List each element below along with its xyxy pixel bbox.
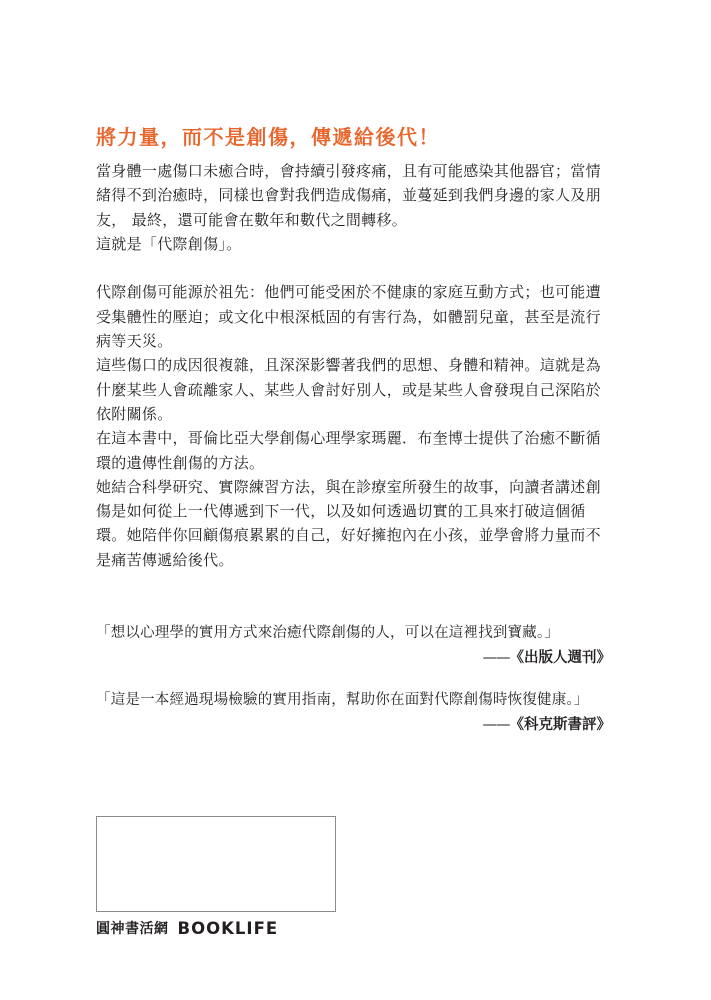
paragraph-gap [96, 256, 626, 280]
review-attribution [483, 713, 612, 734]
review-quote: 「這是一本經過現場檢驗的實用指南，幫助你在面對代際創傷時恢復健康。」 [96, 692, 589, 708]
body-line: 這就是「代際創傷」。 [96, 234, 242, 253]
review-source: 《出版人週刊》 [509, 650, 611, 666]
publisher-name: 圓神書活網 [96, 921, 169, 937]
body-line: 友， 最終，還可能會在數年和數代之間轉移。 [96, 210, 408, 229]
review-attribution [483, 646, 612, 667]
body-line: 當身體一處傷口未癒合時，會持續引發疼痛，且有可能感染其他器官；當情 [96, 162, 601, 180]
review-quote: 「想以心理學的實用方式來治癒代際創傷的人，可以在這裡找到寶藏。」 [96, 625, 560, 641]
body-line: 傷是如何從上一代傳遞到下一代，以及如何透過切實的工具來打破這個循 [96, 502, 586, 521]
review-source: 《科克斯書評》 [509, 717, 611, 733]
publisher-logo: BOOKLIFE [177, 918, 279, 938]
publisher-mark [96, 918, 278, 938]
attribution-dash: —— [482, 650, 510, 666]
body-line: 在這本書中，哥倫比亞大學創傷心理學家瑪麗．布奎博士提供了治癒不斷循 [96, 429, 601, 448]
body-line: 病等天災。 [96, 332, 173, 351]
body-line: 環的遺傳性創傷的方法。 [96, 453, 265, 472]
body-line: 是痛苦傳遞給後代。 [96, 550, 234, 569]
body-line: 代際創傷可能源於祖先：他們可能受困於不健康的家庭互動方式；也可能遭 [96, 283, 601, 302]
body-line: 什麼某些人會疏離家人、某些人會討好別人，或是某些人會發現自己深陷於 [96, 380, 601, 399]
attribution-dash: —— [482, 717, 510, 733]
body-line: 她結合科學研究、實際練習方法，與在診療室所發生的故事，向讀者講述創 [96, 477, 601, 496]
body-line: 依附關係。 [96, 404, 173, 423]
barcode-placeholder [96, 816, 336, 912]
headline: 將力量，而不是創傷，傳遞給後代！ [96, 125, 440, 149]
body-line: 受集體性的壓迫；或文化中根深柢固的有害行為，如體罰兒童，甚至是流行 [96, 307, 601, 326]
body-line: 緒得不到治癒時，同樣也會對我們造成傷痛，並蔓延到我們身邊的家人及朋 [96, 186, 601, 205]
body-line: 這些傷口的成因很複雜，且深深影響著我們的思想、身體和精神。這就是為 [96, 356, 601, 375]
body-line: 環。她陪伴你回顧傷痕累累的自己，好好擁抱內在小孩，並學會將力量而不 [96, 526, 601, 545]
blurb-body [96, 159, 626, 572]
